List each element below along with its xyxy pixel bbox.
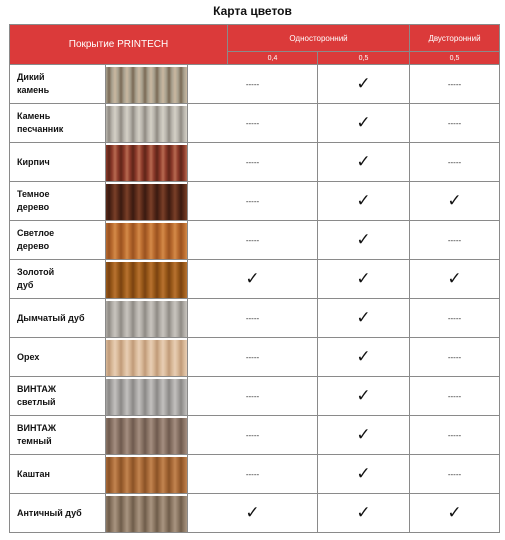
availability-dash <box>188 104 318 143</box>
check-icon: ✓ <box>245 502 260 523</box>
texture-swatch-cell <box>106 494 188 533</box>
availability-dash <box>188 221 318 260</box>
availability-check <box>318 494 410 533</box>
dash-text: ----- <box>245 79 260 89</box>
check-icon: ✓ <box>447 268 462 289</box>
availability-check <box>188 494 318 533</box>
texture-swatch-cell <box>106 104 188 143</box>
availability-dash <box>410 65 500 104</box>
availability-check <box>410 260 500 299</box>
texture-swatch <box>106 106 187 142</box>
color-name: Дикий камень <box>10 65 106 104</box>
availability-dash <box>188 143 318 182</box>
availability-dash <box>410 416 500 455</box>
dash-text: ----- <box>447 313 462 323</box>
table-row <box>10 377 500 416</box>
table-row <box>10 416 500 455</box>
texture-swatch-cell <box>106 455 188 494</box>
texture-swatch <box>106 340 187 376</box>
check-icon: ✓ <box>245 268 260 289</box>
check-icon: ✓ <box>356 307 371 328</box>
availability-check <box>410 494 500 533</box>
availability-dash <box>188 65 318 104</box>
dash-text: ----- <box>245 469 260 479</box>
availability-check <box>318 182 410 221</box>
availability-dash <box>188 299 318 338</box>
availability-check <box>318 299 410 338</box>
availability-check <box>318 338 410 377</box>
availability-check <box>318 104 410 143</box>
dash-text: ----- <box>245 235 260 245</box>
color-name: Темное дерево <box>10 182 106 221</box>
check-icon: ✓ <box>356 190 371 211</box>
availability-dash <box>410 221 500 260</box>
availability-dash <box>188 377 318 416</box>
texture-swatch <box>106 457 187 493</box>
check-icon: ✓ <box>447 502 462 523</box>
color-name: Камень песчанник <box>10 104 106 143</box>
texture-swatch <box>106 223 187 259</box>
texture-swatch <box>106 67 187 103</box>
availability-dash <box>188 416 318 455</box>
availability-dash <box>188 182 318 221</box>
check-icon: ✓ <box>356 346 371 367</box>
availability-check <box>318 377 410 416</box>
table-row <box>10 338 500 377</box>
color-name: Золотой дуб <box>10 260 106 299</box>
header-coating: Покрытие PRINTECH <box>10 25 228 65</box>
table-row <box>10 455 500 494</box>
dash-text: ----- <box>245 430 260 440</box>
texture-swatch-cell <box>106 182 188 221</box>
header-one-sided: Односторонний <box>228 25 410 52</box>
color-name: Светлое дерево <box>10 221 106 260</box>
texture-swatch-cell <box>106 260 188 299</box>
table-row <box>10 104 500 143</box>
texture-swatch <box>106 418 187 454</box>
color-name: ВИНТАЖ темный <box>10 416 106 455</box>
table-row <box>10 299 500 338</box>
availability-dash <box>410 455 500 494</box>
color-name: Дымчатый дуб <box>10 299 106 338</box>
check-icon: ✓ <box>356 229 371 250</box>
table-row <box>10 65 500 104</box>
texture-swatch <box>106 145 187 181</box>
availability-check <box>318 143 410 182</box>
availability-dash <box>410 377 500 416</box>
availability-check <box>318 260 410 299</box>
thickness-1: 0,5 <box>318 52 410 65</box>
color-name: Каштан <box>10 455 106 494</box>
color-name: Орех <box>10 338 106 377</box>
thickness-2: 0,5 <box>410 52 500 65</box>
availability-check <box>318 221 410 260</box>
texture-swatch <box>106 184 187 220</box>
dash-text: ----- <box>447 157 462 167</box>
check-icon: ✓ <box>356 385 371 406</box>
dash-text: ----- <box>447 469 462 479</box>
availability-check <box>410 182 500 221</box>
availability-dash <box>410 104 500 143</box>
texture-swatch-cell <box>106 299 188 338</box>
table-row <box>10 182 500 221</box>
color-table <box>9 24 500 533</box>
dash-text: ----- <box>245 352 260 362</box>
dash-text: ----- <box>447 79 462 89</box>
availability-dash <box>188 455 318 494</box>
dash-text: ----- <box>447 430 462 440</box>
texture-swatch-cell <box>106 65 188 104</box>
dash-text: ----- <box>447 391 462 401</box>
texture-swatch-cell <box>106 143 188 182</box>
texture-swatch <box>106 262 187 298</box>
availability-dash <box>410 338 500 377</box>
texture-swatch <box>106 301 187 337</box>
dash-text: ----- <box>245 391 260 401</box>
thickness-0: 0,4 <box>228 52 318 65</box>
check-icon: ✓ <box>356 73 371 94</box>
table-row <box>10 221 500 260</box>
table-row <box>10 494 500 533</box>
availability-check <box>318 416 410 455</box>
dash-text: ----- <box>245 157 260 167</box>
dash-text: ----- <box>447 235 462 245</box>
texture-swatch-cell <box>106 416 188 455</box>
header-two-sided: Двусторонний <box>410 25 500 52</box>
check-icon: ✓ <box>447 190 462 211</box>
texture-swatch-cell <box>106 221 188 260</box>
check-icon: ✓ <box>356 268 371 289</box>
dash-text: ----- <box>245 313 260 323</box>
color-name: ВИНТАЖ светлый <box>10 377 106 416</box>
page-title: Карта цветов <box>213 4 292 18</box>
color-name: Античный дуб <box>10 494 106 533</box>
texture-swatch-cell <box>106 338 188 377</box>
check-icon: ✓ <box>356 151 371 172</box>
availability-check <box>318 455 410 494</box>
availability-dash <box>188 338 318 377</box>
availability-dash <box>410 143 500 182</box>
check-icon: ✓ <box>356 424 371 445</box>
texture-swatch-cell <box>106 377 188 416</box>
texture-swatch <box>106 496 187 532</box>
table-row <box>10 143 500 182</box>
texture-swatch <box>106 379 187 415</box>
check-icon: ✓ <box>356 112 371 133</box>
availability-check <box>188 260 318 299</box>
dash-text: ----- <box>447 118 462 128</box>
availability-dash <box>410 299 500 338</box>
dash-text: ----- <box>245 196 260 206</box>
check-icon: ✓ <box>356 502 371 523</box>
dash-text: ----- <box>245 118 260 128</box>
table-row <box>10 260 500 299</box>
dash-text: ----- <box>447 352 462 362</box>
color-name: Кирпич <box>10 143 106 182</box>
availability-check <box>318 65 410 104</box>
check-icon: ✓ <box>356 463 371 484</box>
